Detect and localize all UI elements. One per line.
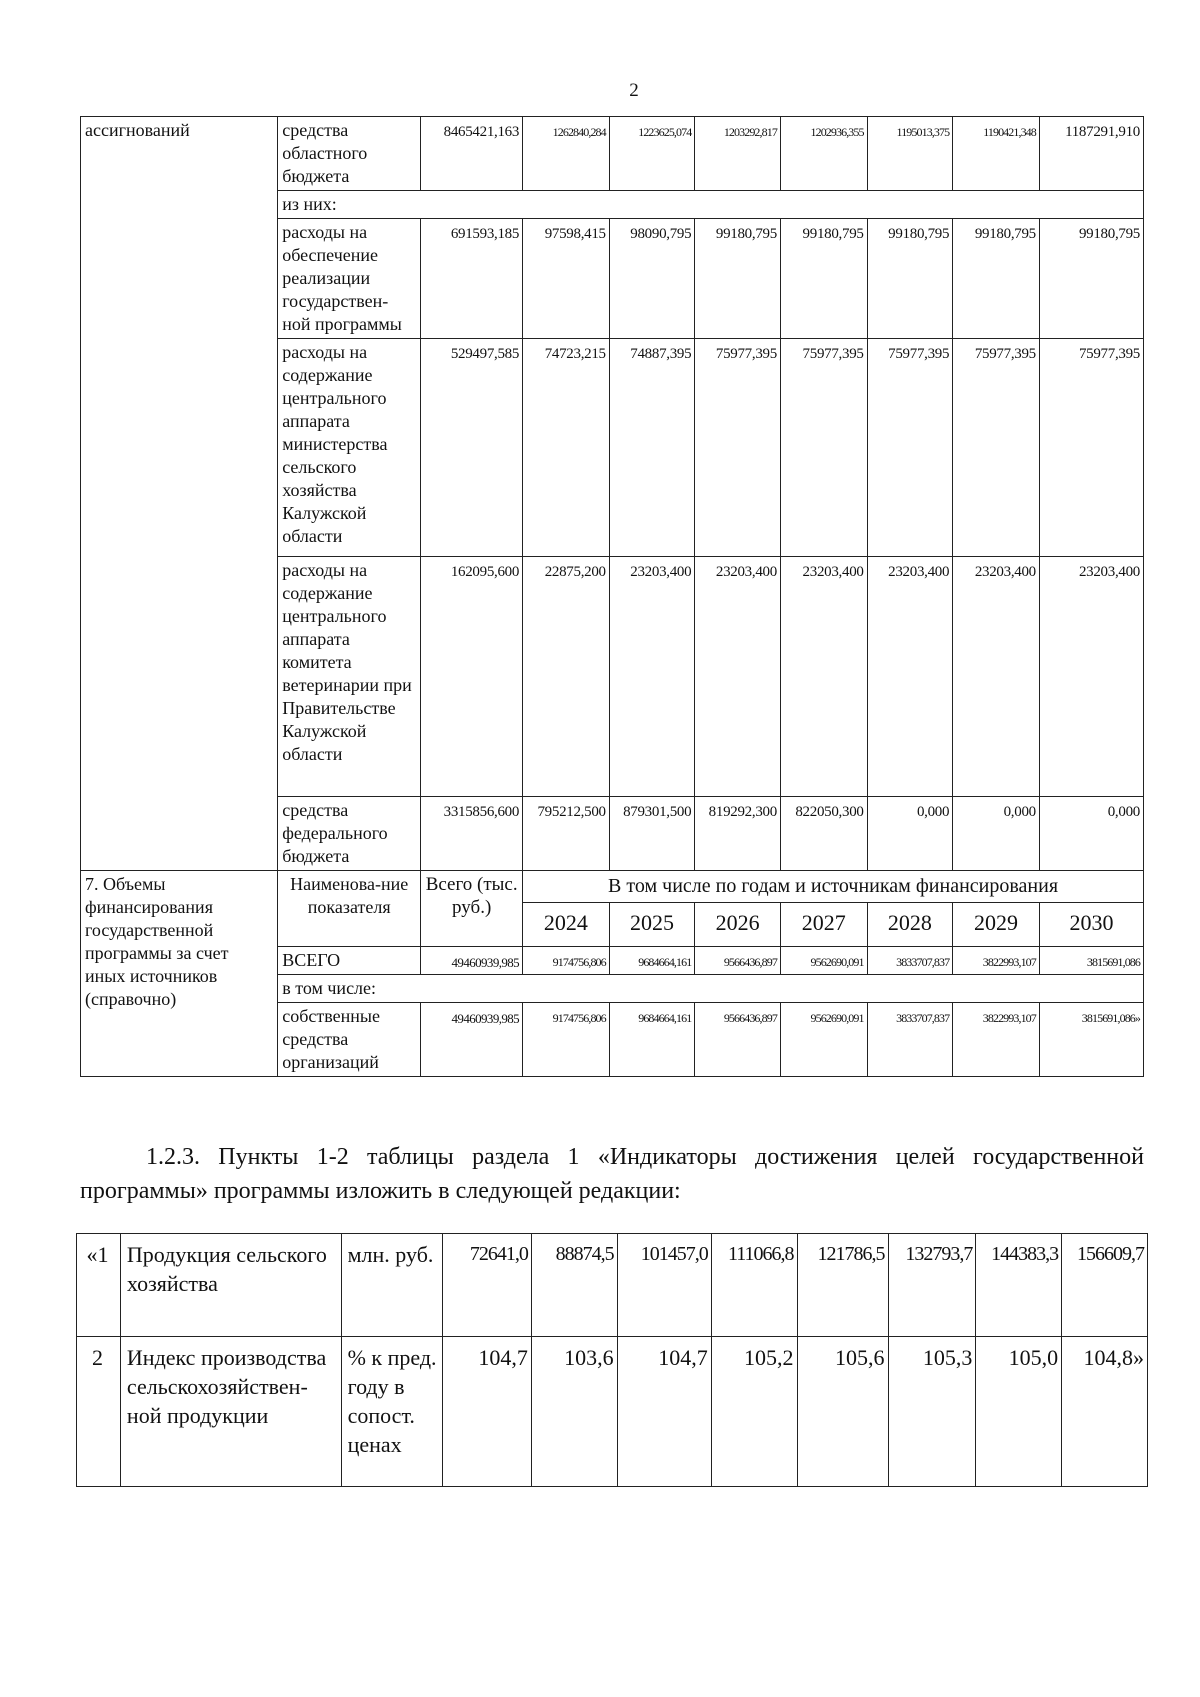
value-total: 49460939,985: [421, 947, 523, 975]
paragraph-line-2: программы» программы изложить в следующей редакции:: [80, 1178, 681, 1204]
value-2029: 3822993,107: [953, 947, 1040, 975]
value-2026: 99180,795: [695, 219, 781, 339]
value-2027: 822050,300: [780, 797, 867, 871]
year-2026: 2026: [695, 903, 781, 947]
value-2027: 105,6: [797, 1337, 888, 1487]
financing-table: [80, 116, 1144, 1077]
value-2026: 9566436,897: [695, 947, 781, 975]
row-name: средства областного бюджета: [278, 117, 421, 191]
value-2028: 132793,7: [888, 1234, 976, 1337]
value-total: 49460939,985: [421, 1003, 523, 1077]
value-2027: 9562690,091: [780, 947, 867, 975]
value-2028: 23203,400: [867, 557, 953, 797]
value-2025: 74887,395: [609, 339, 695, 557]
row-name: расходы на содержание центрального аппарата комитета ветеринарии при Правительстве Калужской области: [278, 557, 421, 797]
value-2029: 1190421,348: [953, 117, 1040, 191]
value-2028: 75977,395: [867, 339, 953, 557]
value-2029: 105,0: [976, 1337, 1062, 1487]
value-2024: 795212,500: [523, 797, 610, 871]
row-name: собственные средства организаций: [278, 1003, 421, 1077]
value-2027: 1202936,355: [780, 117, 867, 191]
value-2030: 23203,400: [1039, 557, 1143, 797]
value-2030: 1187291,910: [1039, 117, 1143, 191]
table-row: [77, 1337, 1148, 1487]
value-2024: 9174756,806: [523, 947, 610, 975]
value-2024: 1262840,284: [523, 117, 610, 191]
header-total: Всего (тыс. руб.): [421, 871, 523, 947]
value-2028: 0,000: [867, 797, 953, 871]
value-2026: 1203292,817: [695, 117, 781, 191]
value-2027: 75977,395: [780, 339, 867, 557]
value-total: 162095,600: [421, 557, 523, 797]
value-2027: 9562690,091: [780, 1003, 867, 1077]
value-2030: 104,8»: [1062, 1337, 1148, 1487]
value-2026: 819292,300: [695, 797, 781, 871]
indicator-name: Индекс производства сельскохозяйствен-ной продукции: [120, 1337, 341, 1487]
amendment-paragraph: [80, 1140, 1144, 1208]
indicator-unit: % к пред. году в сопост. ценах: [341, 1337, 442, 1487]
section-label: ассигнований: [81, 117, 278, 871]
value-total: 3315856,600: [421, 797, 523, 871]
value-2026: 9566436,897: [695, 1003, 781, 1077]
year-2025: 2025: [609, 903, 695, 947]
header-years-span: В том числе по годам и источникам финансирования: [523, 871, 1144, 903]
page-number: 2: [629, 80, 639, 101]
value-2029: 0,000: [953, 797, 1040, 871]
value-total: 691593,185: [421, 219, 523, 339]
header-name: Наименова-ние показателя: [278, 871, 421, 947]
value-2024: 9174756,806: [523, 1003, 610, 1077]
value-2026: 105,2: [711, 1337, 797, 1487]
row-number: 2: [77, 1337, 121, 1487]
table-row: [77, 1234, 1148, 1337]
value-2030: 99180,795: [1039, 219, 1143, 339]
value-2028: 1195013,375: [867, 117, 953, 191]
value-2027: 121786,5: [797, 1234, 888, 1337]
value-total: 529497,585: [421, 339, 523, 557]
value-2025: 1223625,074: [609, 117, 695, 191]
indicator-name: Продукция сельского хозяйства: [120, 1234, 341, 1337]
value-2024: 88874,5: [531, 1234, 617, 1337]
row-name: средства федерального бюджета: [278, 797, 421, 871]
value-2030: 3815691,086: [1039, 947, 1143, 975]
row-name: расходы на обеспечение реализации государствен-ной программы: [278, 219, 421, 339]
value-2030: 156609,7: [1062, 1234, 1148, 1337]
value-2029: 3822993,107: [953, 1003, 1040, 1077]
indicator-unit: млн. руб.: [341, 1234, 442, 1337]
year-2030: 2030: [1039, 903, 1143, 947]
row-name: ВСЕГО: [278, 947, 421, 975]
value-2026: 75977,395: [695, 339, 781, 557]
row-number: «1: [77, 1234, 121, 1337]
value-2030: 0,000: [1039, 797, 1143, 871]
value-2025: 98090,795: [609, 219, 695, 339]
value-2025: 104,7: [617, 1337, 711, 1487]
value-total: 8465421,163: [421, 117, 523, 191]
row-name: в том числе:: [278, 975, 1144, 1003]
value-2027: 23203,400: [780, 557, 867, 797]
paragraph-line-1: 1.2.3. Пункты 1-2 таблицы раздела 1 «Индикаторы достижения целей государственной: [146, 1144, 1144, 1170]
value-2024: 97598,415: [523, 219, 610, 339]
value-2025: 9684664,161: [609, 947, 695, 975]
value-2029: 75977,395: [953, 339, 1040, 557]
table-row: [81, 117, 1144, 191]
value-2025: 879301,500: [609, 797, 695, 871]
value-2024: 103,6: [531, 1337, 617, 1487]
value-2028: 99180,795: [867, 219, 953, 339]
value-2030: 3815691,086»: [1039, 1003, 1143, 1077]
value-2025: 23203,400: [609, 557, 695, 797]
table-row: [81, 871, 1144, 903]
row-name: из них:: [278, 191, 1144, 219]
value-2025: 9684664,161: [609, 1003, 695, 1077]
year-2029: 2029: [953, 903, 1040, 947]
value-2029: 144383,3: [976, 1234, 1062, 1337]
year-2028: 2028: [867, 903, 953, 947]
value-2029: 99180,795: [953, 219, 1040, 339]
value-2024: 74723,215: [523, 339, 610, 557]
value-2028: 105,3: [888, 1337, 976, 1487]
value-2026: 111066,8: [711, 1234, 797, 1337]
value-total: 72641,0: [443, 1234, 532, 1337]
value-2030: 75977,395: [1039, 339, 1143, 557]
value-2029: 23203,400: [953, 557, 1040, 797]
value-2025: 101457,0: [617, 1234, 711, 1337]
row-name: расходы на содержание центрального аппарата министерства сельского хозяйства Калужской области: [278, 339, 421, 557]
value-2024: 22875,200: [523, 557, 610, 797]
value-2027: 99180,795: [780, 219, 867, 339]
value-2028: 3833707,837: [867, 947, 953, 975]
indicators-table: [76, 1233, 1148, 1487]
section-7-label: 7. Объемы финансирования государственной программы за счет иных источников (справочно): [81, 871, 278, 1077]
value-2028: 3833707,837: [867, 1003, 953, 1077]
value-2026: 23203,400: [695, 557, 781, 797]
year-2027: 2027: [780, 903, 867, 947]
year-2024: 2024: [523, 903, 610, 947]
value-total: 104,7: [443, 1337, 532, 1487]
